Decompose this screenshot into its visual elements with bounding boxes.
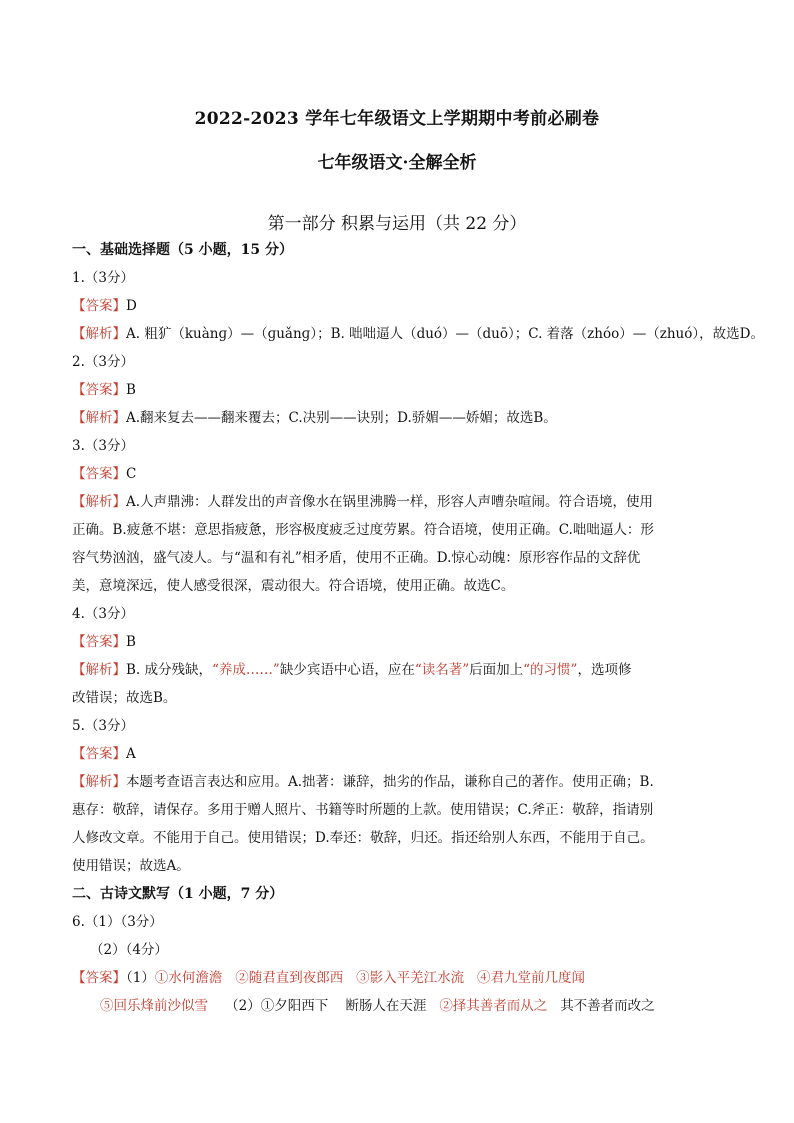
answer-part: ⑤回乐烽前沙似雪 bbox=[100, 998, 208, 1014]
explanation-text: A.翻来复去——翻来覆去；C.决别——诀别；D.骄媚——娇媚；故选B。 bbox=[126, 410, 557, 426]
quoted-term: “读名著” bbox=[414, 662, 470, 678]
document-subtitle: 七年级语文·全解全析 bbox=[317, 153, 477, 173]
answer-part: 断肠人在天涯 bbox=[345, 998, 427, 1014]
explanation-text: 美，意境深远，使人感受很深，震动很大。符合语境，使用正确。故选C。 bbox=[72, 578, 515, 594]
answer-line bbox=[72, 630, 732, 654]
answer-value: D bbox=[126, 298, 137, 314]
answer-line bbox=[72, 742, 732, 766]
answer-part: ④君九堂前几度闻 bbox=[476, 970, 585, 986]
explanation-line bbox=[72, 406, 732, 430]
explanation-text: 使用错误；故选A。 bbox=[72, 858, 190, 874]
answer-value: B bbox=[126, 382, 136, 398]
quoted-term: “的习惯” bbox=[523, 662, 578, 678]
explanation-line bbox=[72, 658, 732, 682]
explanation-text: A.人声鼎沸：人群发出的声音像水在锅里沸腾一样，形容人声嘈杂喧闹。符合语境，使用 bbox=[126, 494, 654, 510]
answer-line bbox=[72, 378, 732, 402]
explanation-text: 缺少宾语中心语，应在 bbox=[279, 662, 415, 678]
explanation-text: B. 成分残缺， bbox=[126, 662, 213, 678]
question-number: 6.（1）（3分） bbox=[72, 914, 163, 930]
explanation-tag: 【解析】 bbox=[72, 662, 126, 678]
explanation-text: 改错误；故选B。 bbox=[72, 690, 177, 706]
explanation-tag: 【解析】 bbox=[72, 410, 126, 426]
question-number: 4.（3分） bbox=[72, 606, 134, 622]
question-number: 3.（3分） bbox=[72, 438, 134, 454]
answer-tag: 【答案】 bbox=[72, 382, 126, 398]
answer-tag: 【答案】 bbox=[72, 746, 126, 762]
question-number: 5.（3分） bbox=[72, 718, 134, 734]
explanation-text: 正确。B.疲惫不堪：意思指疲惫，形容极度疲乏过度劳累。符合语境，使用正确。C.咄咄逼人：形 bbox=[72, 522, 654, 538]
explanation-text: 容气势汹汹，盛气凌人。与“温和有礼”相矛盾，使用不正确。D.惊心动魄：原形容作品的文辞优 bbox=[72, 550, 641, 566]
explanation-line bbox=[72, 322, 764, 346]
answer-tag: 【答案】 bbox=[72, 298, 126, 314]
question-number: 1.（3分） bbox=[72, 270, 134, 286]
answer-part: （2）①夕阳西下 bbox=[225, 998, 329, 1014]
answer-part: ②随君直到夜郎西 bbox=[235, 970, 344, 986]
explanation-tag: 【解析】 bbox=[72, 326, 126, 342]
answer-part: ①水何澹澹 bbox=[154, 970, 223, 986]
explanation-line bbox=[72, 770, 732, 794]
answer-value: A bbox=[126, 746, 136, 762]
explanation-text: A. 粗犷（kuànɡ）—（ɡuǎnɡ）；B. 咄咄逼人（duó）—（duō）；C. 着落（zhóo）—（zhuó），故选D。 bbox=[126, 326, 764, 342]
answer-tag: 【答案】 bbox=[72, 466, 126, 482]
section-heading: 二、古诗文默写（1 小题，7 分） bbox=[72, 886, 284, 902]
answer-part: 其不善者而改之 bbox=[560, 998, 655, 1014]
explanation-text: 惠存：敬辞，请保存。多用于赠人照片、书籍等时所题的上款。使用错误；C.斧正：敬辞，指请别 bbox=[72, 802, 654, 818]
part-heading: 第一部分 积累与运用（共 22 分） bbox=[267, 214, 527, 234]
answer-tag: 【答案】 bbox=[72, 970, 126, 986]
answer-part: ③影入平羌江水流 bbox=[356, 970, 465, 986]
answer-tag: 【答案】 bbox=[72, 634, 126, 650]
answer-line bbox=[72, 462, 732, 486]
explanation-line bbox=[72, 490, 732, 514]
sub-question-number: （2）（4分） bbox=[90, 942, 168, 958]
explanation-text: ，选项修 bbox=[577, 662, 632, 678]
answer-value: B bbox=[126, 634, 136, 650]
answer-line bbox=[100, 994, 760, 1018]
quoted-term: “养成……” bbox=[212, 662, 280, 678]
explanation-tag: 【解析】 bbox=[72, 494, 126, 510]
explanation-text: 本题考查语言表达和应用。A.拙著：谦辞，拙劣的作品，谦称自己的著作。使用正确；B. bbox=[126, 774, 654, 790]
question-number: 2.（3分） bbox=[72, 354, 134, 370]
explanation-text: 后面加上 bbox=[469, 662, 524, 678]
answer-value: C bbox=[126, 466, 137, 482]
answer-line bbox=[72, 966, 732, 990]
section-heading: 一、基础选择题（5 小题，15 分） bbox=[72, 242, 293, 258]
answer-part: （1） bbox=[126, 970, 155, 986]
answer-part: ②择其善者而从之 bbox=[439, 998, 548, 1014]
explanation-tag: 【解析】 bbox=[72, 774, 126, 790]
document-title: 2022-2023 学年七年级语文上学期期中考前必刷卷 bbox=[194, 109, 600, 129]
answer-line bbox=[72, 294, 732, 318]
explanation-text: 人修改文章。不能用于自己。使用错误；D.奉还：敬辞，归还。指还给别人东西，不能用于自己。 bbox=[72, 830, 654, 846]
